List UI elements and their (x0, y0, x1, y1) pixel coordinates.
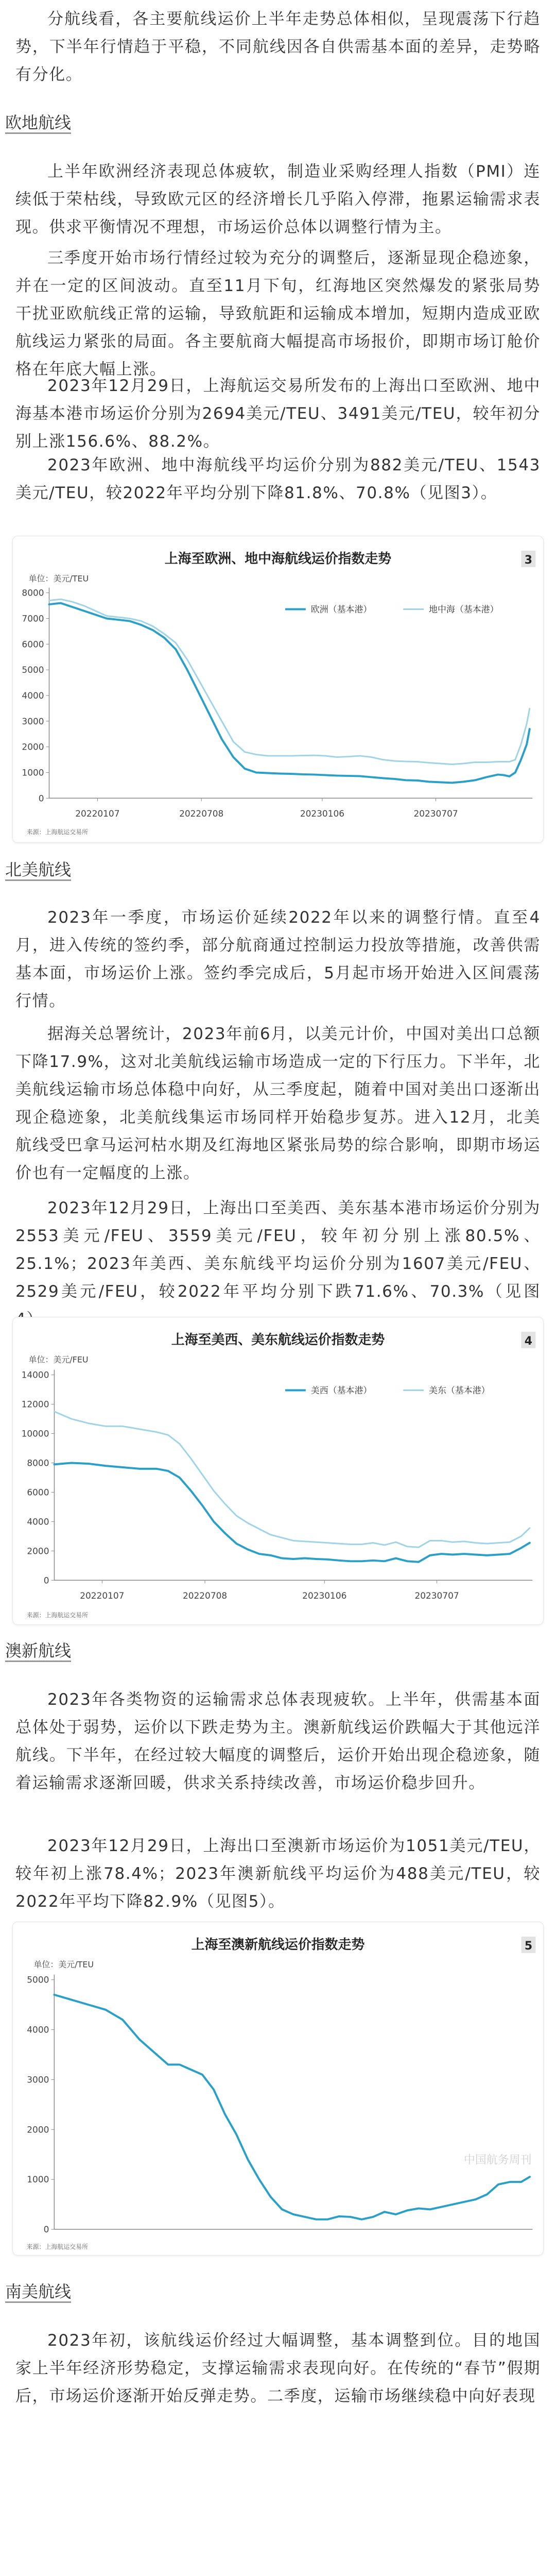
y-tick-label: 8000 (27, 1458, 49, 1468)
y-tick-label: 6000 (27, 1487, 49, 1498)
paragraph-anz-demand: 2023年各类物资的运输需求总体表现疲软。上半年，供需基本面总体处于弱势，运价以下跌走势为主。澳新航线运价跌幅大于其他远洋航线。下半年，在经过较大幅度的调整后，运价开始出现企稳迹象，随着运输需求逐渐回暖，供求关系持续改善，市场运价稳步回升。 (15, 1690, 541, 1792)
paragraph-sa-early-2023: 2023年初，该航线运价经过大幅调整，基本调整到位。目的地国家上半年经济形势稳定，支撑运输需求表现向好。在传统的“春节”假期后，市场运价逐渐开始反弹走势。二季度，运输市场继续稳中向好表现 (15, 2331, 541, 2405)
chart-europe-med-freight-index (13, 536, 543, 842)
chart-unit-label: 单位：美元/TEU (28, 573, 89, 584)
x-tick-label: 20230106 (302, 1590, 347, 1601)
chart-title: 上海至澳新航线运价指数走势 (191, 1937, 365, 1953)
y-tick-label: 12000 (21, 1399, 49, 1410)
figure-number: 4 (524, 1334, 532, 1348)
y-tick-label: 2000 (27, 1546, 49, 1556)
y-tick-label: 4000 (27, 2024, 49, 2035)
paragraph-na-q1: 2023年一季度，市场运价延续2022年以来的调整行情。直至4月，进入传统的签约季，部分航商通过控制运力投放等措施，改善供需基本面，市场运价上涨。签约季完成后，5月起市场开始进入区间震荡行情。 (15, 908, 541, 1010)
x-tick-label: 20230707 (414, 1590, 459, 1601)
legend-label: 美东（基本港） (429, 1385, 490, 1396)
y-tick-label: 2000 (22, 741, 44, 752)
chart-source-note: 来源：上海航运交易所 (26, 2243, 89, 2251)
x-tick-label: 20220708 (179, 808, 224, 819)
y-tick-label: 1000 (27, 2174, 49, 2185)
y-tick-label: 10000 (21, 1428, 49, 1439)
x-tick-label: 20220107 (80, 1590, 125, 1601)
y-tick-label: 6000 (22, 639, 44, 650)
series-line (54, 1463, 529, 1562)
paragraph-europe-dec-rates: 2023年12月29日，上海航运交易所发布的上海出口至欧洲、地中海基本港市场运价分别为2694美元/TEU、3491美元/TEU，较年初分别上涨156.6%、88.2%。 (15, 377, 541, 451)
legend-label: 地中海（基本港） (429, 604, 499, 615)
chart-unit-label: 单位：美元/TEU (33, 1959, 94, 1970)
paragraph-europe-h2: 三季度开始市场行情经过较为充分的调整后，逐渐显现企稳迹象，并在一定的区间波动。直至11月下旬，红海地区突然爆发的紧张局势干扰亚欧航线正常的运输，导致航距和运输成本增加，短期内造成亚欧航线运力紧张的局面。各主要航商大幅提高市场报价，即期市场订舱价格在年底大幅上涨。 (15, 249, 541, 379)
chart-source-note: 来源：上海航运交易所 (26, 828, 89, 836)
y-tick-label: 5000 (27, 1974, 49, 1985)
chart-title: 上海至美西、美东航线运价指数走势 (171, 1332, 385, 1348)
y-tick-label: 4000 (27, 1516, 49, 1527)
series-line (49, 599, 529, 764)
chart-australia-nz-freight-index (13, 1922, 543, 2255)
paragraph-na-rates: 2023年12月29日，上海出口至美西、美东基本港市场运价分别为2553美元/FEU、3559美元/FEU，较年初分别上涨80.5%、25.1%；2023年美西、美东航线平均运价分别为1607美元/FEU、2529美元/FEU，较2022年平均分别下跌71.6%、70.3%（见图 (15, 1199, 541, 1301)
watermark-text: 中国航务周刊 (463, 2154, 532, 2167)
figure-number: 3 (524, 553, 532, 567)
chart-title: 上海至欧洲、地中海航线运价指数走势 (164, 551, 392, 567)
heading-australia-nz-route: 澳新航线 (5, 1641, 72, 1660)
y-tick-label: 0 (38, 793, 44, 804)
chart-us-west-east-freight-index (13, 1317, 543, 1624)
series-line (54, 1995, 530, 2219)
y-tick-label: 5000 (22, 665, 44, 675)
y-tick-label: 4000 (22, 690, 44, 701)
chart-card-figure-4 (12, 1317, 544, 1625)
paragraph-anz-rates: 2023年12月29日，上海出口至澳新市场运价为1051美元/TEU，较年初上涨78.4%；2023年澳新航线平均运价为488美元/TEU，较2022年平均下降82.9%（见图5）。 (15, 1837, 541, 1911)
chart-source-note: 来源：上海航运交易所 (26, 1612, 89, 1619)
heading-europe-route: 欧地航线 (5, 113, 72, 132)
x-tick-label: 20220708 (182, 1590, 228, 1601)
paragraph-route-overview: 分航线看，各主要航线运价上半年走势总体相似，呈现震荡下行趋势，下半年行情趋于平稳，不同航线因各自供需基本面的差异，走势略有分化。 (15, 10, 541, 84)
paragraph-na-customs: 据海关总署统计，2023年前6月，以美元计价，中国对美出口总额下降17.9%，这对北美航线运输市场造成一定的下行压力。下半年，北美航线运输市场总体稳中向好，从三季度起，随着中国对美出口逐渐出现企稳迹象，北美航线集运市场同样开始稳步复苏。进入12月，北美航线受巴拿马运河枯水期及红海地区紧张局势的综合影响，即期市场运价也有一定幅度的上涨。 (15, 1025, 541, 1182)
figure-number: 5 (524, 1939, 533, 1953)
y-tick-label: 3000 (27, 2074, 49, 2085)
y-tick-label: 0 (43, 2224, 49, 2235)
x-tick-label: 20220107 (75, 808, 120, 819)
x-tick-label: 20230106 (300, 808, 345, 819)
legend-label: 美西（基本港） (310, 1385, 372, 1396)
y-tick-label: 3000 (22, 716, 44, 726)
y-tick-label: 7000 (22, 613, 44, 624)
chart-card-figure-5 (12, 1922, 544, 2256)
x-tick-label: 20230707 (413, 808, 458, 819)
y-tick-label: 0 (43, 1575, 49, 1586)
y-tick-label: 2000 (27, 2124, 49, 2135)
heading-south-america-route: 南美航线 (5, 2282, 72, 2301)
paragraph-europe-h1: 上半年欧洲经济表现总体疲软，制造业采购经理人指数（PMI）连续低于荣枯线，导致欧元区的经济增长几乎陷入停滞，拖累运输需求表现。供求平衡情况不理想，市场运价总体以调整行情为主。 (15, 162, 541, 236)
heading-north-america-route: 北美航线 (5, 860, 72, 879)
paragraph-europe-annual-avg: 2023年欧洲、地中海航线平均运价分别为882美元/TEU、1543美元/TEU，较2022年平均分别下降81.8%、70.8%（见图3）。 (15, 456, 541, 502)
y-tick-label: 14000 (21, 1369, 49, 1380)
y-tick-label: 8000 (22, 587, 44, 598)
chart-card-figure-3 (12, 536, 544, 843)
y-tick-label: 1000 (22, 767, 44, 778)
series-line (54, 1412, 529, 1547)
legend-label: 欧洲（基本港） (310, 604, 372, 615)
chart-unit-label: 单位：美元/FEU (28, 1354, 89, 1365)
